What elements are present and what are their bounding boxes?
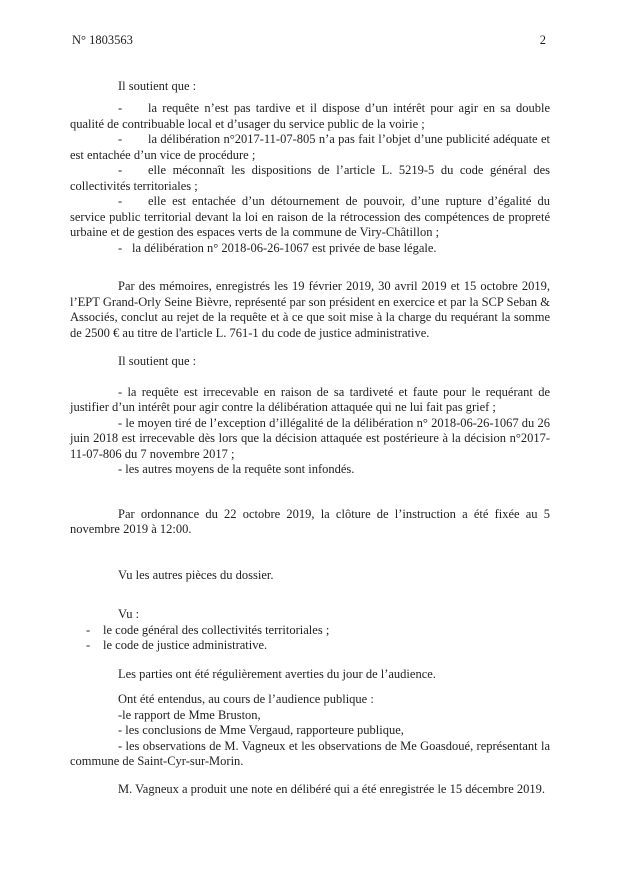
paragraph-parties: Les parties ont été régulièrement averties du jour de l’audience. [118, 666, 436, 681]
list-item [70, 623, 550, 639]
paragraph-note-delibere: M. Vagneux a produit une note en délibéré qui a été enregistrée le 15 décembre 2019. [118, 781, 546, 796]
list-item [70, 638, 550, 654]
claims-list [70, 101, 550, 256]
list-item-text: elle est entachée d’un détournement de pouvoir, d’une rupture d’égalité du service public territorial devant la loi en raison de la rétrocession des compétences de propreté urbaine et de gestion des espaces verts de la commune de Viry-Châtillon ; [70, 194, 550, 239]
list-item: -le rapport de Mme Bruston, [118, 707, 261, 722]
list-item-text: elle méconnaît les dispositions de l’article L. 5219-5 du code général des collectivités territoriales ; [70, 163, 550, 193]
list-item: - les conclusions de Mme Vergaud, rapporteure publique, [118, 723, 404, 737]
list-dash: - [118, 240, 123, 255]
defense-list [70, 385, 550, 478]
list-item-text: la délibération n° 2018-06-26-1067 est privée de base légale. [132, 240, 437, 255]
list-item: - les observations de M. Vagneux et les observations de Me Goasdoué, représentant la commune de Saint-Cyr-sur-Morin. [70, 738, 550, 768]
list-item-text: la délibération n°2017-11-07-805 n’a pas fait l’objet d’une publicité adéquate et est entachée d’un vice de procédure ; [70, 132, 550, 162]
paragraph-ordonnance: Par ordonnance du 22 octobre 2019, la clôture de l’instruction a été fixée au 5 novembre 2019 à 12:00. [70, 506, 550, 536]
list-item [70, 132, 550, 163]
paragraph-soutient-intro-2: Il soutient que : [118, 354, 197, 368]
vu-list [70, 623, 550, 654]
list-item-text: le code de justice administrative. [103, 638, 268, 652]
list-item [70, 194, 550, 241]
list-item: - le moyen tiré de l’exception d’illégalité de la délibération n° 2018-06-26-1067 du 26 juin 2018 est irrecevable dès lors que la décision attaquée est postérieure à la décision n°2017-11-07-806 du 7 novembre 2017 ; [70, 415, 550, 461]
list-dash: - [86, 638, 91, 652]
document-header [0, 0, 625, 49]
paragraph-autres-pieces: Vu les autres pièces du dossier. [118, 567, 274, 582]
list-dash: - [118, 163, 123, 177]
list-item [70, 101, 550, 132]
list-item: - la requête est irrecevable en raison de sa tardiveté et faute pour le requérant de justifier d’un intérêt pour agir contre la délibération attaquée qui ne lui fait pas grief ; [70, 384, 550, 414]
paragraph-entendus-intro: Ont été entendus, au cours de l’audience publique : [118, 692, 374, 706]
list-item [70, 241, 550, 257]
list-item-text: le code général des collectivités territoriales ; [103, 622, 330, 637]
audience-list [70, 708, 550, 770]
list-item-text: la requête n’est pas tardive et il dispose d’un intérêt pour agir en sa double qualité de contribuable local et d’usager du service public de la voirie ; [70, 101, 550, 131]
list-item [70, 163, 550, 194]
paragraph-memoires: Par des mémoires, enregistrés les 19 février 2019, 30 avril 2019 et 15 octobre 2019, l’EPT Grand-Orly Seine Bièvre, représenté par son président en exercice et par la SCP Seban & Associés, conclut au rejet de la requête et à ce que soit mise à la charge du requérant la somme de 2500 € au titre de l'article L. 761-1 du code de justice administrative. [70, 279, 550, 340]
list-dash: - [118, 101, 123, 115]
list-dash: - [118, 194, 123, 208]
paragraph-vu-label: Vu : [118, 607, 140, 621]
list-dash: - [118, 132, 123, 146]
list-dash: - [86, 622, 91, 637]
paragraph-soutient-intro-1: Il soutient que : [118, 78, 197, 93]
page-number: 2 [539, 33, 546, 47]
list-item: - les autres moyens de la requête sont infondés. [118, 462, 355, 476]
case-number: N° 1803563 [72, 33, 133, 47]
document-body [0, 79, 625, 798]
